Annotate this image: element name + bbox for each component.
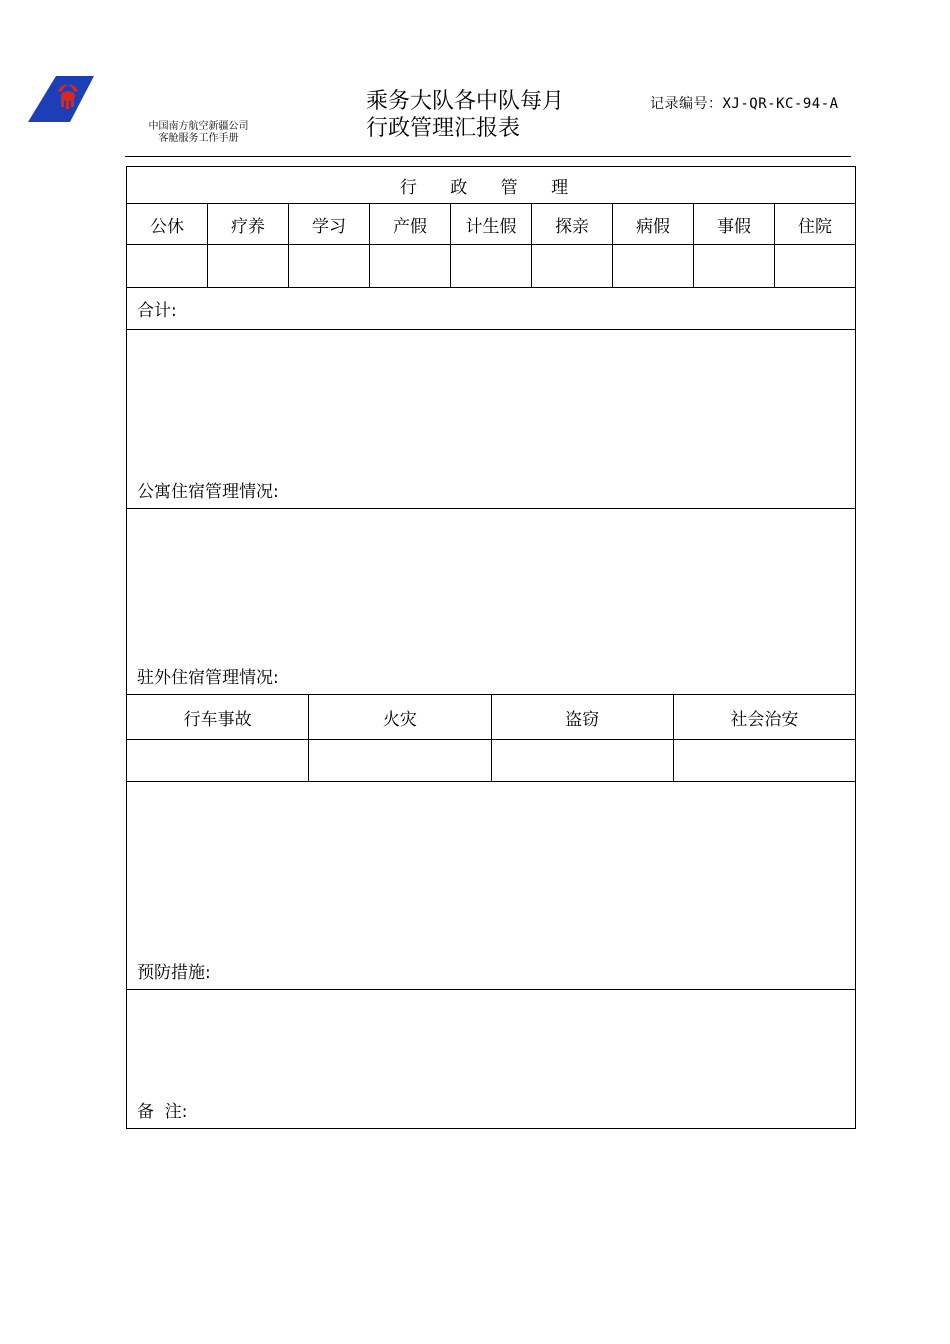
company-logo <box>28 76 94 122</box>
leave-cell[interactable] <box>532 245 613 288</box>
incident-header: 社会治安 <box>673 695 855 740</box>
title-line-2: 行政管理汇报表 <box>366 116 521 141</box>
leave-cell[interactable] <box>370 245 451 288</box>
header-divider <box>125 156 851 157</box>
record-number <box>650 96 850 112</box>
outstation-section[interactable]: 驻外住宿管理情况: <box>127 509 856 695</box>
incident-header: 行车事故 <box>127 695 309 740</box>
leave-header: 计生假 <box>451 204 532 245</box>
leave-header: 学习 <box>289 204 370 245</box>
incident-cell[interactable] <box>491 740 673 782</box>
incident-cell[interactable] <box>309 740 491 782</box>
incident-cell[interactable] <box>673 740 855 782</box>
incident-header: 盗窃 <box>491 695 673 740</box>
leave-header: 病假 <box>613 204 694 245</box>
remarks-section[interactable]: 备 注: <box>127 990 856 1129</box>
record-value: XJ-QR-KC-94-A <box>722 96 839 112</box>
incident-table <box>126 694 856 782</box>
company-name <box>126 121 271 145</box>
company-line-2: 客舱服务工作手册 <box>158 133 239 144</box>
notes-table <box>126 781 856 1129</box>
leave-cell[interactable] <box>289 245 370 288</box>
admin-table <box>126 166 856 695</box>
leave-header: 住院 <box>775 204 856 245</box>
leave-header: 探亲 <box>532 204 613 245</box>
title-line-1: 乘务大队各中队每月 <box>366 89 565 114</box>
incident-cell[interactable] <box>127 740 309 782</box>
leave-header: 事假 <box>694 204 775 245</box>
leave-header: 疗养 <box>208 204 289 245</box>
record-label: 记录编号： <box>650 96 723 112</box>
leave-cell[interactable] <box>694 245 775 288</box>
leave-cell[interactable] <box>613 245 694 288</box>
leave-cell[interactable] <box>208 245 289 288</box>
leave-cell[interactable] <box>451 245 532 288</box>
page-title <box>366 88 564 142</box>
company-line-1: 中国南方航空新疆公司 <box>148 121 249 132</box>
leave-header: 公休 <box>127 204 208 245</box>
incident-header: 火灾 <box>309 695 491 740</box>
prevention-section[interactable]: 预防措施: <box>127 782 856 990</box>
apartment-section[interactable]: 公寓住宿管理情况: <box>127 330 856 509</box>
admin-heading: 行 政 管 理 <box>127 167 856 204</box>
leave-cell[interactable] <box>127 245 208 288</box>
leave-header: 产假 <box>370 204 451 245</box>
leave-cell[interactable] <box>775 245 856 288</box>
total-row[interactable]: 合计: <box>127 288 856 330</box>
